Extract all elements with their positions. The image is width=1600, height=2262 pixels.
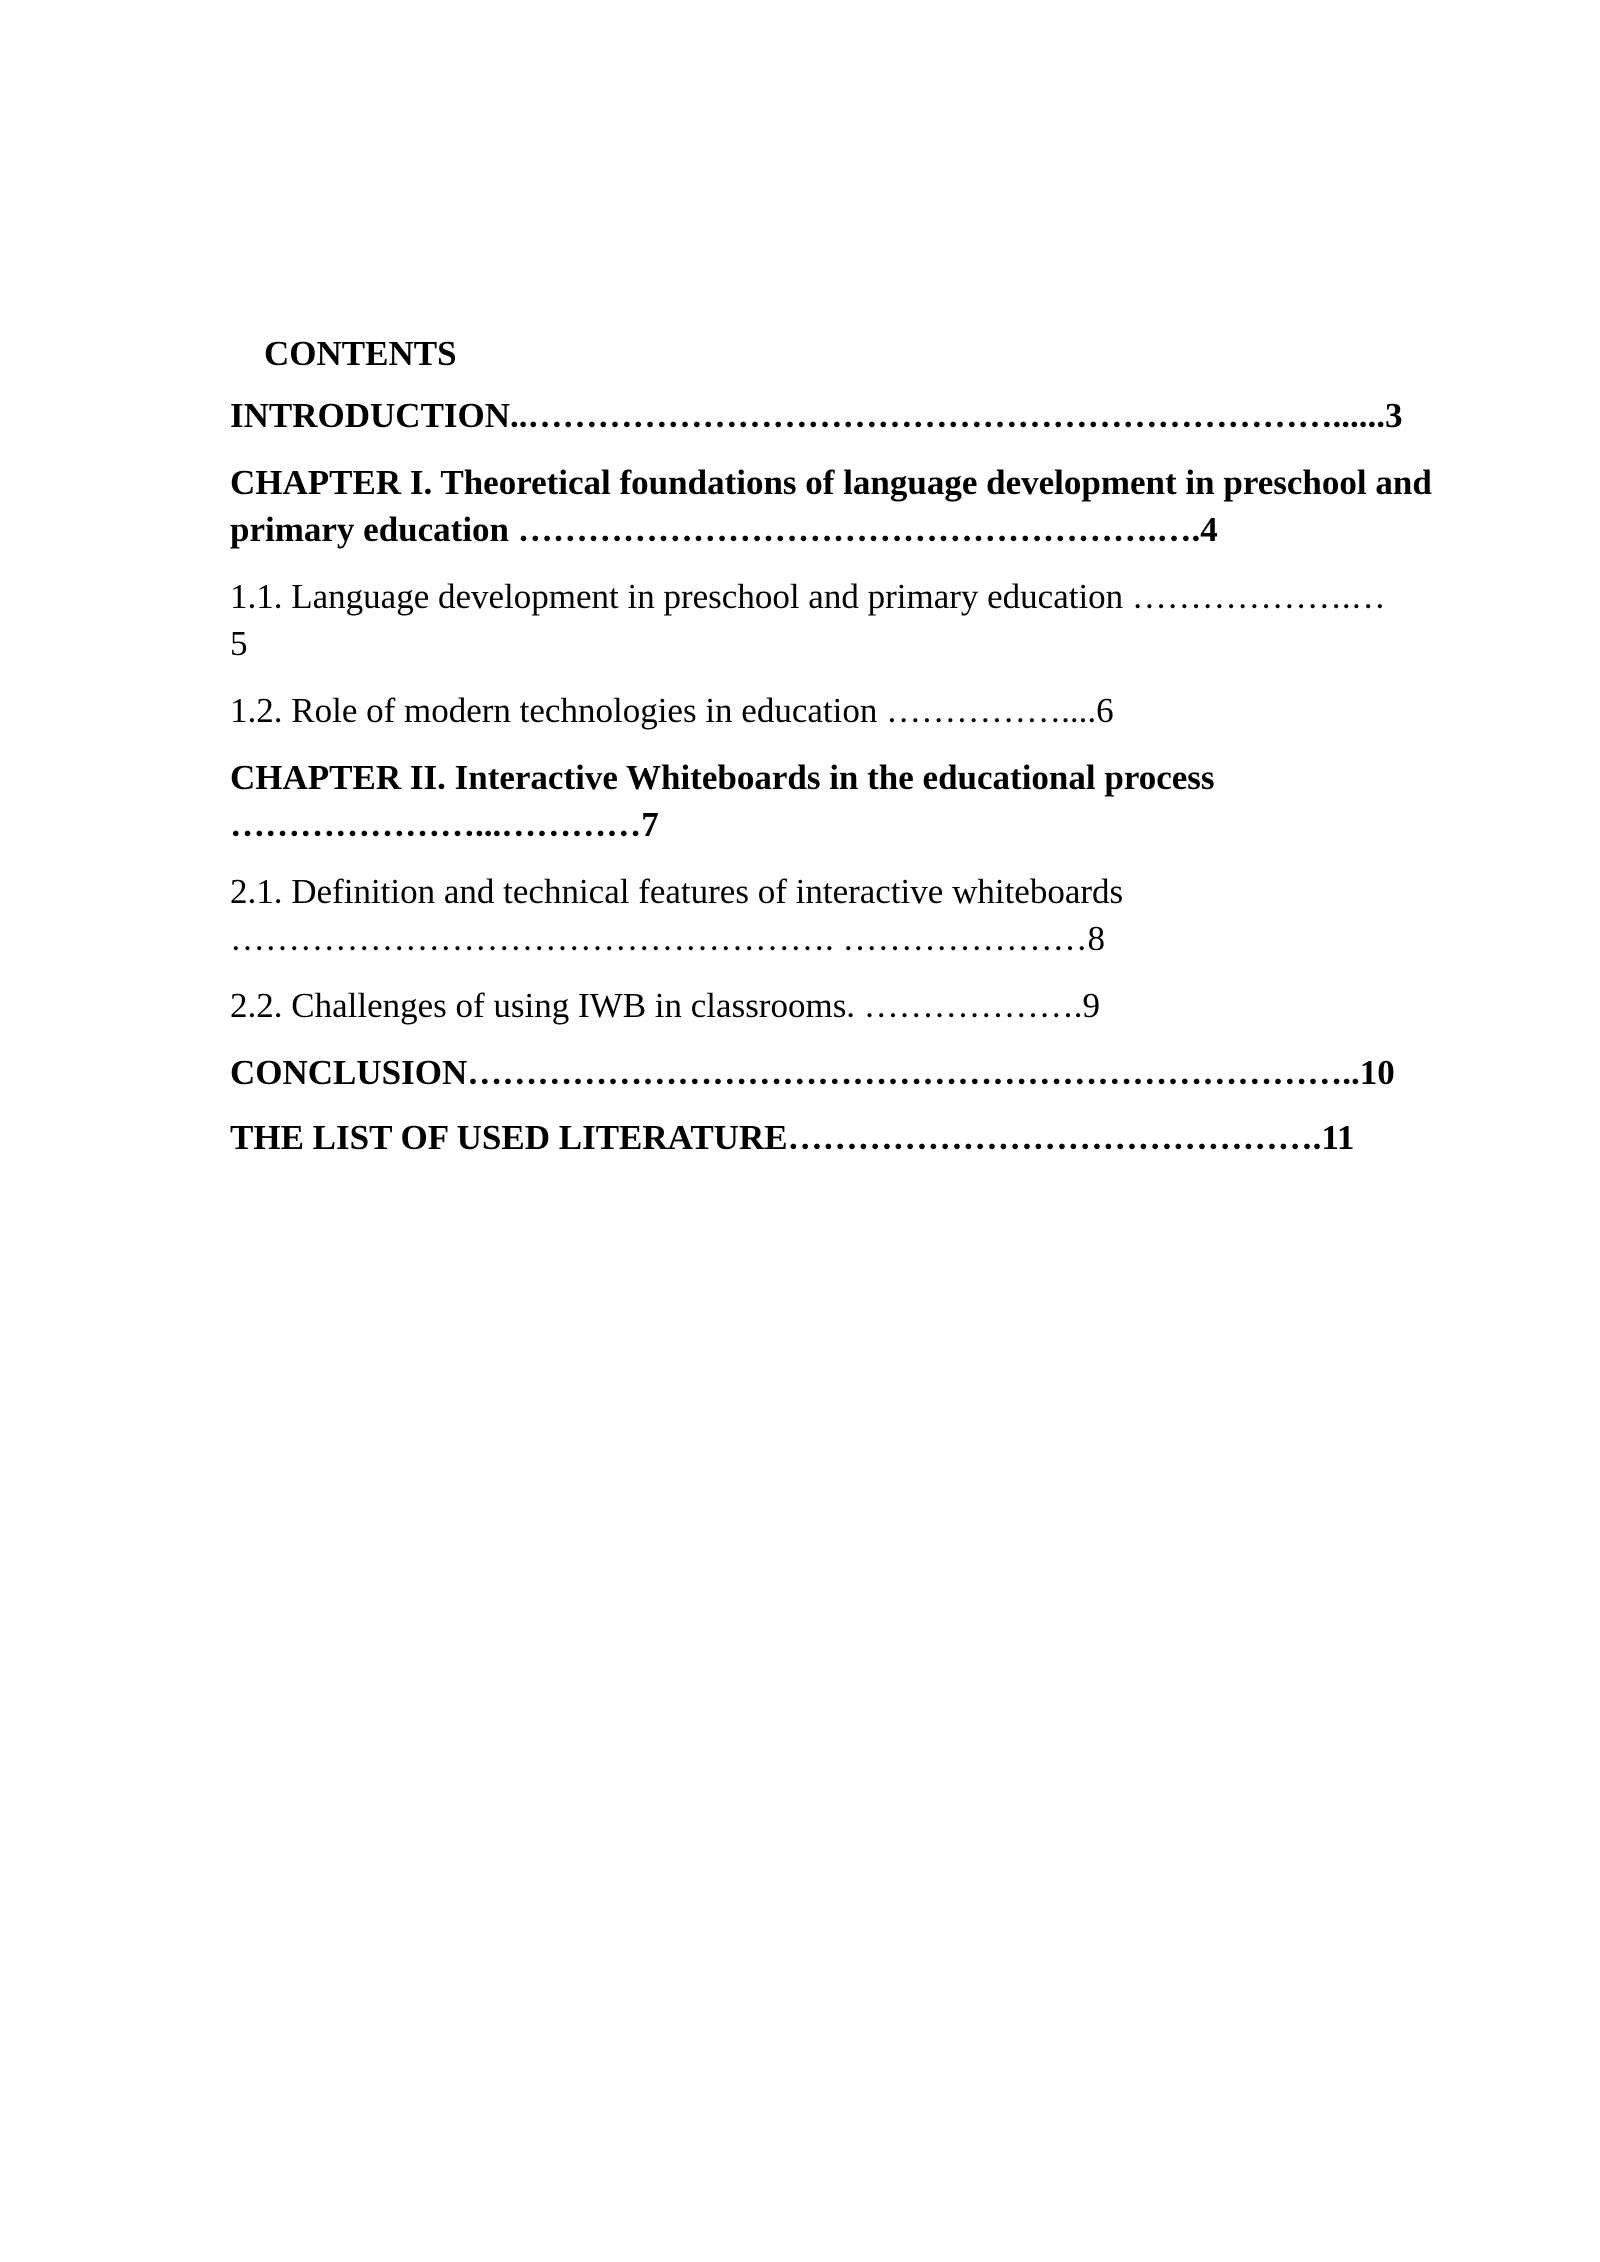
toc-entry-introduction: INTRODUCTION..……………………………………………………………......3 — [230, 396, 1403, 435]
toc-entry-1-2: 1.2. Role of modern technologies in education ……………....6 — [230, 691, 1114, 730]
toc-entry-conclusion: CONCLUSION…………………………………………………………………..10 — [230, 1053, 1395, 1092]
toc-title: CONTENTS — [264, 334, 457, 373]
toc-entry-chapter-1: CHAPTER I. Theoretical foundations of language development in preschool and primary education ……………………………………………….….4 — [230, 463, 1441, 549]
toc-entry-2-1: 2.1. Definition and technical features of interactive whiteboards ……………………………………………. …………………8 — [230, 872, 1124, 958]
toc-entry-2-2: 2.2. Challenges of using IWB in classrooms. ……………….9 — [230, 986, 1101, 1025]
toc-entry-literature: THE LIST OF USED LITERATURE……………………………………….11 — [230, 1118, 1355, 1157]
toc-entry-1-1: 1.1. Language development in preschool and primary education ……………….… 5 — [230, 577, 1386, 663]
table-of-contents — [230, 330, 1495, 1181]
toc-entry-chapter-2: CHAPTER II. Interactive Whiteboards in the educational process …………………...…………7 — [230, 758, 1215, 844]
